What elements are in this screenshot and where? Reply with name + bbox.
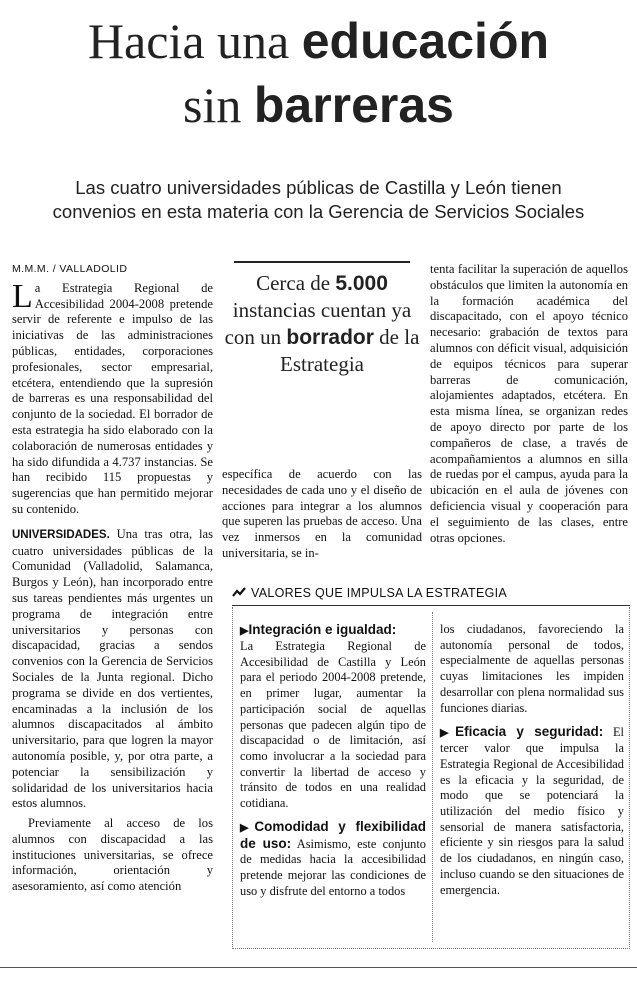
section-lead-universidades: UNIVERSIDADES.: [12, 528, 110, 541]
chart-trend-icon: [232, 585, 246, 599]
subtitle: [0, 176, 637, 224]
arrow-icon: ▶: [240, 625, 249, 637]
pullquote: [222, 270, 422, 378]
pullquote-rule: [234, 261, 410, 263]
box-text-eficacia: El tercer valor que impulsa la Estrategia Regional de Accesibilidad es la eficacia y la seguridad, de modo que se potenciará la utilización del medio físico y sensorial de manera satisfactoria, eficiente y sin riesgos para la salud de los ciudadanos, en ningún caso, incluso cuando se den situaciones de emergencia.: [440, 725, 624, 897]
box-title-rule: [232, 605, 630, 606]
box-heading-integracion: ▶Integración e igualdad:: [240, 622, 397, 637]
subtitle-line2: convenios en esta materia con la Gerencia de Servicios Sociales: [52, 201, 585, 222]
article-p2-text: Una tras otra, las cuatro universidades públicas de la Comunidad (Valladolid, Salamanca, Burgos y León), han incorporado entre sus tareas pendientes más urgentes un programa de integración entre universitarios y personas con discapacidad, gracias a sendos convenios con la Gerencia de Servicios Sociales de la Junta regional. Dicho programa se divide en dos vertientes, encaminadas a la inclusión de los alumnos discapacitados al ámbito universitario, para que logren la mayor autonomía posible, y, por otra parte, a potenciar la sensibilización y solidaridad de los universitarios hacia estos alumnos.: [12, 526, 213, 811]
article-paragraph-2: [12, 527, 213, 812]
article-col3-text: tenta facilitar la superación de aquellos obstáculos que limiten la autonomía en la formación académica del discapacitado, con el apoyo técnico necesario: grabación de textos para alumnos con déficit visual, adquisición de equipos técnicos para superar barreras de comunicación, alojamientes adaptados, etcétera. En esta misma línea, se organizan redes de apoyo directo por parte de los compañeros de clase, a través de acompañamientos a alumnos en silla de ruedas por el campus, ayuda para la ubicación en el aula de jóvenes con deficiencia visual y cooperación para el seguimiento de las clases, entre otras opciones.: [430, 262, 628, 545]
headline: [0, 14, 637, 132]
headline-line2-bold: barreras: [253, 77, 454, 133]
byline: M.M.M. / VALLADOLID: [12, 263, 128, 275]
box-column-2: [440, 622, 624, 898]
box-title: VALORES QUE IMPULSA LA ESTRATEGIA: [251, 586, 508, 600]
article-p1-text: a Estrategia Regional de Accesibilidad 2004-2008 pretende servir de referente e impulso de las iniciativas de las administraciones públicas, entidades, corporaciones profesionales, sector empresarial, etcétera, entendiendo que la supresión de barreras es una responsabilidad del conjunto de la sociedad. El borrador de esta estrategia ha sido elaborado con la colaboración de numerosas entidades y ha sido difundida a 4.737 instancias. Se han recibido 115 propuestas y sugerencias que han permitido mejorar su contenido.: [12, 280, 213, 516]
box-heading-eficacia: ▶Eficacia y seguridad:: [440, 724, 604, 740]
headline-line1-bold: educación: [301, 13, 550, 69]
article-column-2: [222, 467, 422, 562]
headline-line2-light: sin: [182, 77, 242, 133]
pullquote-bold: borrador: [286, 326, 374, 349]
article-column-1: [12, 262, 213, 895]
box-heading-comodidad: ▶Comodidad y flexibilidad de uso:: [240, 818, 426, 851]
pullquote-post: de la Estrategia: [280, 325, 420, 376]
box-text-comodidad: Asimismo, este conjunto de medidas hacia la accesibilidad pretende mejorar las condiciones de uso y disfrute del entorno a todos: [240, 836, 426, 898]
article-paragraph-1: [12, 277, 213, 518]
box-text-integracion-cont: los ciudadanos, favoreciendo la autonomía personal de todos, especialmente de aquellas personas cuyas limitaciones les impiden desarrollar con plena normalidad sus funciones diarias.: [440, 622, 624, 715]
bottom-rule: [0, 967, 637, 968]
subtitle-line1: Las cuatro universidades públicas de Castilla y León tienen: [75, 177, 562, 198]
box-column-separator: [432, 612, 433, 942]
pullquote-number: 5.000: [335, 272, 388, 295]
arrow-icon: ▶: [440, 727, 456, 740]
pullquote-mid: instancias cuentan ya con un: [224, 298, 412, 349]
arrow-icon: ▶: [240, 821, 255, 834]
dropcap: L: [12, 277, 33, 315]
box-text-integracion: La Estrategia Regional de Accesibilidad de Castilla y León para el periodo 2004-2008 pretende, en primer lugar, aumentar la participación social de aquellas personas que padecen algún tipo de discapacidad o de limitación, así como involucrar a la sociedad para convertir la libertad de acceso y tránsito de todos en una realidad cotidiana.: [240, 639, 426, 811]
article-col2-text: específica de acuerdo con las necesidades de cada uno y el diseño de acciones para integrar a los alumnos que superen las pruebas de acceso. Una vez inmersos en la comunidad universitaria, se in-: [222, 467, 422, 560]
box-column-1: [240, 622, 426, 900]
box-paragraph-eficacia: [440, 724, 624, 898]
headline-line1-light: Hacia una: [87, 13, 290, 69]
article-column-3: [430, 262, 628, 546]
article-paragraph-3: Previamente al acceso de los alumnos con discapacidad a las instituciones universitarias, se ofrece información, orientación y asesoramiento, así como atención: [12, 816, 213, 894]
box-header: [232, 585, 632, 607]
pullquote-pre: Cerca de: [256, 271, 336, 295]
box-paragraph-comodidad: [240, 819, 426, 900]
